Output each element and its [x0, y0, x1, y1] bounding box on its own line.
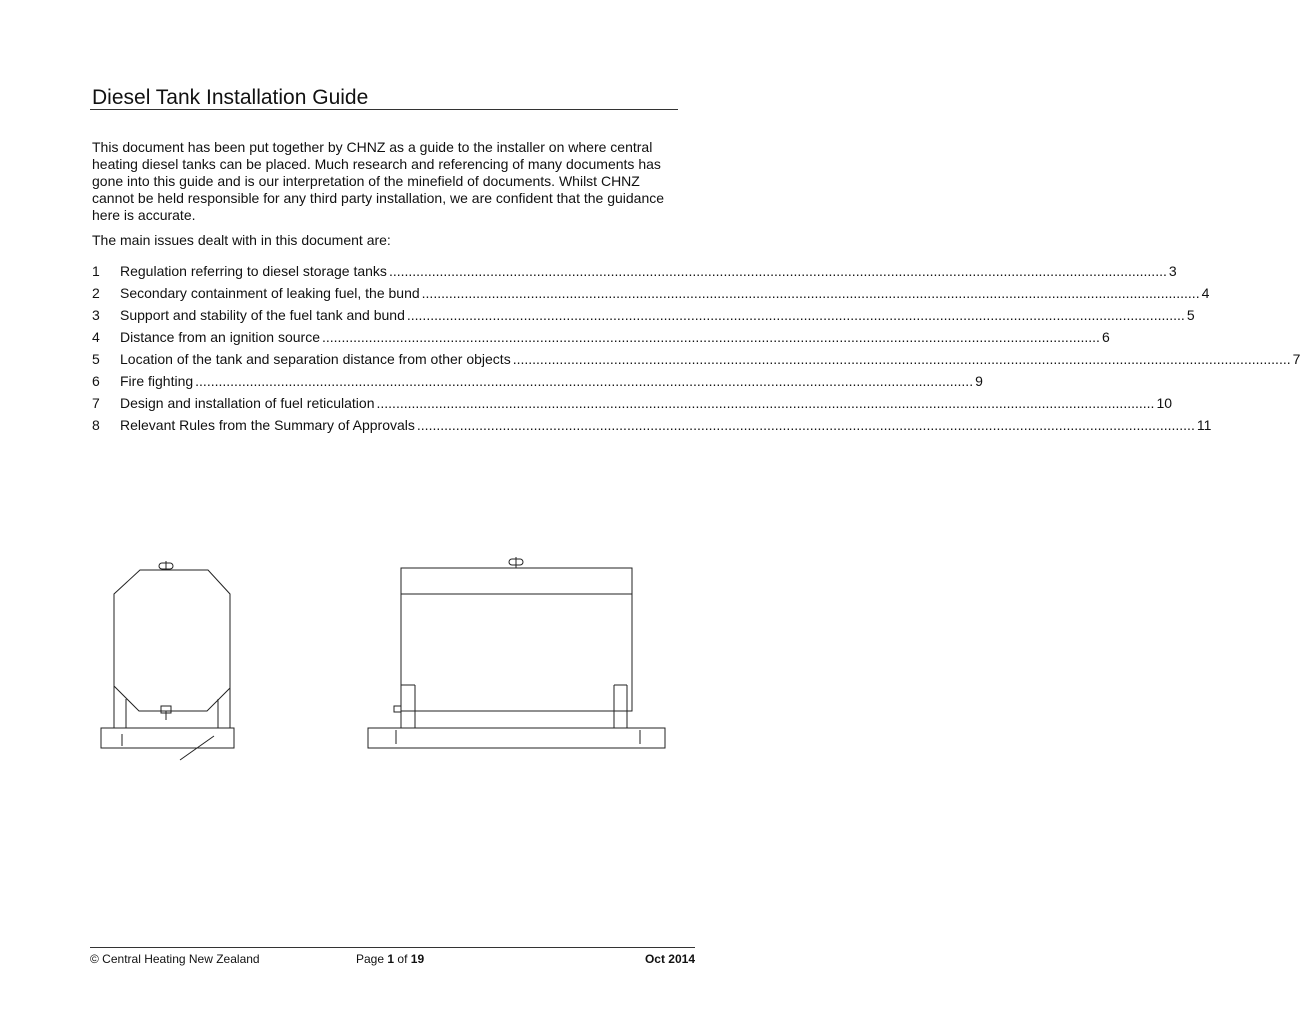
toc-item-text: Support and stability of the fuel tank and bund	[120, 307, 405, 323]
footer-page-total: 19	[410, 952, 425, 966]
toc-item-number: 4	[92, 329, 100, 345]
toc-item-number: 8	[92, 417, 100, 433]
toc-leader-dots: ........................................................................................................................................................................................................	[376, 395, 1155, 411]
toc-item-text: Distance from an ignition source	[120, 329, 320, 345]
footer-page-current: 1	[387, 952, 395, 966]
toc-item-page: 7	[1292, 351, 1300, 367]
page-footer	[90, 947, 695, 966]
tank-end-view	[101, 561, 234, 760]
toc-item-text: Relevant Rules from the Summary of Approvals	[120, 417, 415, 433]
toc-item-page: 11	[1196, 417, 1212, 433]
toc-item[interactable]	[92, 351, 1300, 373]
issues-heading: The main issues dealt with in this document are:	[92, 232, 391, 248]
footer-page-of: of	[397, 952, 408, 966]
table-of-contents	[92, 263, 1300, 439]
footer-copyright: © Central Heating New Zealand	[90, 952, 260, 966]
footer-page-label: Page	[356, 952, 385, 966]
toc-item-page: 5	[1186, 307, 1195, 323]
toc-leader-dots: ........................................................................................................................................................................................................	[421, 285, 1200, 301]
toc-item[interactable]	[92, 307, 1195, 329]
toc-item-text: Fire fighting	[120, 373, 194, 389]
toc-item[interactable]	[92, 395, 1173, 417]
footer-page-number	[356, 952, 424, 966]
toc-item-text: Secondary containment of leaking fuel, the bund	[120, 285, 420, 301]
toc-item[interactable]	[92, 285, 1210, 307]
tank-line-drawing	[96, 548, 671, 758]
toc-item-number: 6	[92, 373, 100, 389]
toc-item-text: Design and installation of fuel reticulation	[120, 395, 375, 411]
toc-item[interactable]	[92, 373, 983, 395]
toc-leader-dots: ........................................................................................................................................................................................................	[512, 351, 1291, 367]
toc-item-page: 9	[975, 373, 983, 389]
toc-item-page: 4	[1201, 285, 1210, 301]
toc-item-number: 3	[92, 307, 100, 323]
title-underline	[90, 109, 678, 110]
toc-item-page: 10	[1156, 395, 1173, 411]
toc-item-number: 2	[92, 285, 100, 301]
toc-leader-dots: ........................................................................................................................................................................................................	[195, 373, 974, 389]
toc-item-number: 1	[92, 263, 100, 279]
toc-item-page: 6	[1101, 329, 1110, 345]
toc-item-text: Location of the tank and separation distance from other objects	[120, 351, 511, 367]
footer-date: Oct 2014	[644, 952, 695, 966]
toc-item[interactable]	[92, 417, 1212, 439]
toc-item-number: 5	[92, 351, 100, 367]
toc-leader-dots: ........................................................................................................................................................................................................	[406, 307, 1185, 323]
intro-paragraph: This document has been put together by CHNZ as a guide to the installer on where central heating diesel tanks can be placed. Much research and referencing of many documents has gone into this guide and is our interpretation of the minefield of documents. Whilst CHNZ cannot be held responsible for any third party installation, we are confident that the guidance here is accurate.	[92, 139, 665, 223]
toc-leader-dots: ........................................................................................................................................................................................................	[388, 263, 1167, 279]
toc-item-number: 7	[92, 395, 100, 411]
toc-item-text: Regulation referring to diesel storage tanks	[120, 263, 387, 279]
tank-side-view	[368, 557, 665, 748]
toc-item[interactable]	[92, 329, 1110, 351]
document-title: Diesel Tank Installation Guide	[92, 86, 369, 109]
toc-item-page: 3	[1168, 263, 1177, 279]
toc-item[interactable]	[92, 263, 1177, 285]
toc-leader-dots: ........................................................................................................................................................................................................	[322, 329, 1100, 345]
toc-leader-dots: ........................................................................................................................................................................................................	[416, 417, 1195, 433]
